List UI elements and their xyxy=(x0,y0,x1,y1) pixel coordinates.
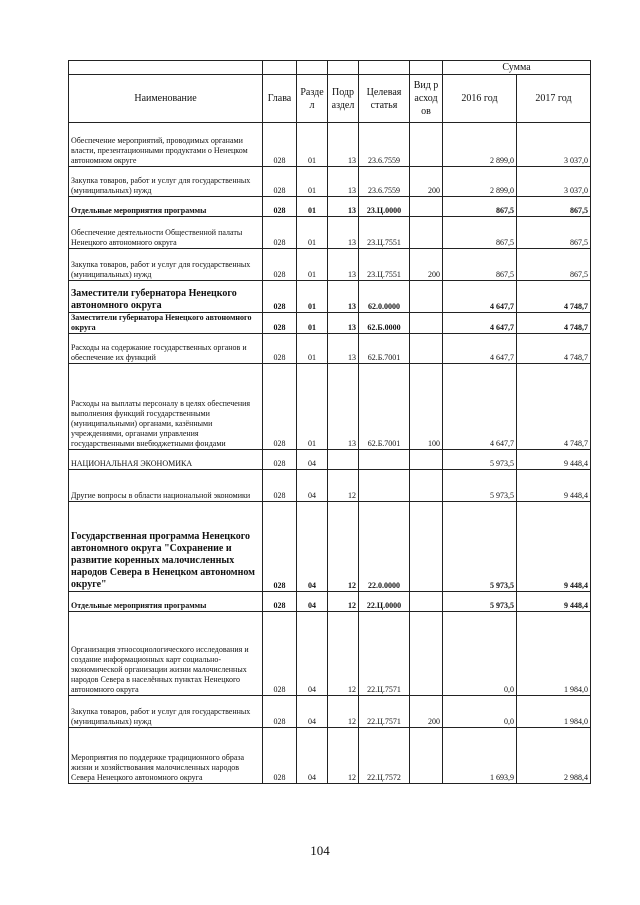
row-y2017: 4 748,7 xyxy=(517,364,591,450)
row-vid xyxy=(410,217,443,249)
row-glava: 028 xyxy=(263,249,297,281)
table-row xyxy=(69,334,591,364)
row-y2017: 867,5 xyxy=(517,197,591,217)
row-razdel: 04 xyxy=(297,612,328,696)
row-y2016: 2 899,0 xyxy=(443,167,517,197)
row-vid xyxy=(410,313,443,334)
table-row xyxy=(69,502,591,592)
row-y2016: 2 899,0 xyxy=(443,123,517,167)
table-row xyxy=(69,197,591,217)
budget-table xyxy=(68,60,591,784)
row-y2016: 4 647,7 xyxy=(443,313,517,334)
row-target: 22.Ц.7572 xyxy=(359,728,410,784)
row-razdel: 04 xyxy=(297,470,328,502)
header-spacer xyxy=(328,61,359,75)
row-podrazdel: 13 xyxy=(328,313,359,334)
row-name: Организация этносоциологического исследования и создание информационных карт социально-экономической организации жизни малочисленных народов Севера в населённых пунктах Ненецкого автономного округа xyxy=(69,612,263,696)
row-y2017: 1 984,0 xyxy=(517,696,591,728)
row-name: Отдельные мероприятия программы xyxy=(69,197,263,217)
header-sum: Сумма xyxy=(443,61,591,75)
header-spacer xyxy=(359,61,410,75)
row-target: 22.Ц.7571 xyxy=(359,612,410,696)
row-target: 23.Ц.7551 xyxy=(359,217,410,249)
row-vid: 200 xyxy=(410,696,443,728)
row-y2016: 867,5 xyxy=(443,249,517,281)
row-y2016: 0,0 xyxy=(443,612,517,696)
row-name: Закупка товаров, работ и услуг для государственных (муниципальных) нужд xyxy=(69,167,263,197)
row-vid xyxy=(410,470,443,502)
row-y2016: 5 973,5 xyxy=(443,592,517,612)
row-y2017: 3 037,0 xyxy=(517,123,591,167)
row-y2017: 9 448,4 xyxy=(517,470,591,502)
row-glava: 028 xyxy=(263,612,297,696)
row-y2017: 867,5 xyxy=(517,217,591,249)
row-name: Заместители губернатора Ненецкого автономного округа xyxy=(69,313,263,334)
row-razdel: 01 xyxy=(297,364,328,450)
row-glava: 028 xyxy=(263,450,297,470)
row-name: Закупка товаров, работ и услуг для государственных (муниципальных) нужд xyxy=(69,249,263,281)
row-glava: 028 xyxy=(263,364,297,450)
row-razdel: 01 xyxy=(297,249,328,281)
row-target: 62.Б.0000 xyxy=(359,313,410,334)
row-podrazdel: 13 xyxy=(328,217,359,249)
row-y2016: 4 647,7 xyxy=(443,364,517,450)
row-podrazdel: 12 xyxy=(328,612,359,696)
row-y2017: 4 748,7 xyxy=(517,281,591,313)
row-razdel: 04 xyxy=(297,502,328,592)
row-vid xyxy=(410,281,443,313)
row-name: Другие вопросы в области национальной экономики xyxy=(69,470,263,502)
table-row xyxy=(69,728,591,784)
row-y2016: 867,5 xyxy=(443,197,517,217)
row-razdel: 01 xyxy=(297,313,328,334)
table-row xyxy=(69,217,591,249)
row-podrazdel: 13 xyxy=(328,197,359,217)
table-row xyxy=(69,167,591,197)
row-glava: 028 xyxy=(263,592,297,612)
row-podrazdel: 13 xyxy=(328,364,359,450)
row-podrazdel: 13 xyxy=(328,249,359,281)
row-vid xyxy=(410,728,443,784)
header-2016: 2016 год xyxy=(443,75,517,123)
row-glava: 028 xyxy=(263,123,297,167)
table-row xyxy=(69,364,591,450)
row-name: Заместители губернатора Ненецкого автономного округа xyxy=(69,281,263,313)
row-glava: 028 xyxy=(263,470,297,502)
row-y2017: 9 448,4 xyxy=(517,450,591,470)
row-target: 23.Ц.0000 xyxy=(359,197,410,217)
row-y2017: 1 984,0 xyxy=(517,612,591,696)
table-row xyxy=(69,313,591,334)
row-glava: 028 xyxy=(263,281,297,313)
header-row xyxy=(69,75,591,123)
header-top-row xyxy=(69,61,591,75)
table-row xyxy=(69,281,591,313)
row-y2017: 867,5 xyxy=(517,249,591,281)
header-podrazdel: Подраздел xyxy=(328,75,359,123)
row-glava: 028 xyxy=(263,167,297,197)
row-target: 22.Ц.7571 xyxy=(359,696,410,728)
row-name: Государственная программа Ненецкого автономного округа "Сохранение и развитие коренных малочисленных народов Севера в Ненецком автономном округе" xyxy=(69,502,263,592)
row-y2016: 5 973,5 xyxy=(443,450,517,470)
row-target: 23.Ц.7551 xyxy=(359,249,410,281)
row-target: 62.0.0000 xyxy=(359,281,410,313)
header-2017: 2017 год xyxy=(517,75,591,123)
row-name: Обеспечение мероприятий, проводимых органами власти, презентационными продуктами о Ненецком автономном округе xyxy=(69,123,263,167)
row-razdel: 01 xyxy=(297,167,328,197)
row-glava: 028 xyxy=(263,502,297,592)
row-name: НАЦИОНАЛЬНАЯ ЭКОНОМИКА xyxy=(69,450,263,470)
row-target: 23.6.7559 xyxy=(359,123,410,167)
header-spacer xyxy=(297,61,328,75)
row-target: 23.6.7559 xyxy=(359,167,410,197)
page-number: 104 xyxy=(310,843,330,858)
header-vid: Вид расходов xyxy=(410,75,443,123)
row-podrazdel: 13 xyxy=(328,281,359,313)
row-podrazdel: 13 xyxy=(328,123,359,167)
table-row xyxy=(69,450,591,470)
row-podrazdel: 12 xyxy=(328,502,359,592)
row-vid xyxy=(410,123,443,167)
row-vid xyxy=(410,450,443,470)
header-name: Наименование xyxy=(69,75,263,123)
row-glava: 028 xyxy=(263,696,297,728)
row-target xyxy=(359,470,410,502)
row-podrazdel xyxy=(328,450,359,470)
row-vid: 100 xyxy=(410,364,443,450)
table-row xyxy=(69,123,591,167)
header-razdel: Раздел xyxy=(297,75,328,123)
row-y2016: 5 973,5 xyxy=(443,470,517,502)
row-target: 22.Ц.0000 xyxy=(359,592,410,612)
row-y2016: 5 973,5 xyxy=(443,502,517,592)
row-razdel: 01 xyxy=(297,123,328,167)
header-spacer xyxy=(410,61,443,75)
row-razdel: 01 xyxy=(297,217,328,249)
row-y2016: 4 647,7 xyxy=(443,281,517,313)
row-y2016: 4 647,7 xyxy=(443,334,517,364)
row-name: Мероприятия по поддержке традиционного образа жизни и хозяйствования малочисленных народов Севера Ненецкого автономного округа xyxy=(69,728,263,784)
header-glava: Глава xyxy=(263,75,297,123)
row-vid xyxy=(410,592,443,612)
row-name: Закупка товаров, работ и услуг для государственных (муниципальных) нужд xyxy=(69,696,263,728)
row-razdel: 04 xyxy=(297,728,328,784)
row-vid xyxy=(410,502,443,592)
row-y2017: 9 448,4 xyxy=(517,502,591,592)
row-y2016: 867,5 xyxy=(443,217,517,249)
row-podrazdel: 12 xyxy=(328,696,359,728)
table-row xyxy=(69,249,591,281)
table-body xyxy=(69,123,591,784)
row-name: Отдельные мероприятия программы xyxy=(69,592,263,612)
row-razdel: 04 xyxy=(297,450,328,470)
header-spacer xyxy=(263,61,297,75)
header-target: Целевая статья xyxy=(359,75,410,123)
row-y2017: 4 748,7 xyxy=(517,334,591,364)
row-target: 62.Б.7001 xyxy=(359,334,410,364)
row-target xyxy=(359,450,410,470)
row-glava: 028 xyxy=(263,334,297,364)
table-row xyxy=(69,470,591,502)
row-podrazdel: 12 xyxy=(328,470,359,502)
row-name: Расходы на содержание государственных органов и обеспечение их функций xyxy=(69,334,263,364)
row-podrazdel: 12 xyxy=(328,728,359,784)
row-name: Расходы на выплаты персоналу в целях обеспечения выполнения функций государственными (муниципальными) органами, казёнными учреждениями, органами управления государственными внебюджетными фондами xyxy=(69,364,263,450)
table-row xyxy=(69,696,591,728)
row-target: 22.0.0000 xyxy=(359,502,410,592)
row-razdel: 01 xyxy=(297,197,328,217)
row-razdel: 04 xyxy=(297,696,328,728)
table-row xyxy=(69,612,591,696)
row-vid: 200 xyxy=(410,249,443,281)
row-glava: 028 xyxy=(263,313,297,334)
row-y2017: 9 448,4 xyxy=(517,592,591,612)
row-razdel: 01 xyxy=(297,334,328,364)
row-razdel: 01 xyxy=(297,281,328,313)
row-glava: 028 xyxy=(263,728,297,784)
row-vid: 200 xyxy=(410,167,443,197)
row-y2016: 0,0 xyxy=(443,696,517,728)
row-vid xyxy=(410,334,443,364)
row-vid xyxy=(410,197,443,217)
row-y2016: 1 693,9 xyxy=(443,728,517,784)
header-spacer xyxy=(69,61,263,75)
row-name: Обеспечение деятельности Общественной палаты Ненецкого автономного округа xyxy=(69,217,263,249)
row-y2017: 3 037,0 xyxy=(517,167,591,197)
row-podrazdel: 13 xyxy=(328,334,359,364)
row-target: 62.Б.7001 xyxy=(359,364,410,450)
table-row xyxy=(69,592,591,612)
row-razdel: 04 xyxy=(297,592,328,612)
row-vid xyxy=(410,612,443,696)
row-podrazdel: 13 xyxy=(328,167,359,197)
row-y2017: 4 748,7 xyxy=(517,313,591,334)
row-glava: 028 xyxy=(263,197,297,217)
row-glava: 028 xyxy=(263,217,297,249)
row-podrazdel: 12 xyxy=(328,592,359,612)
row-y2017: 2 988,4 xyxy=(517,728,591,784)
